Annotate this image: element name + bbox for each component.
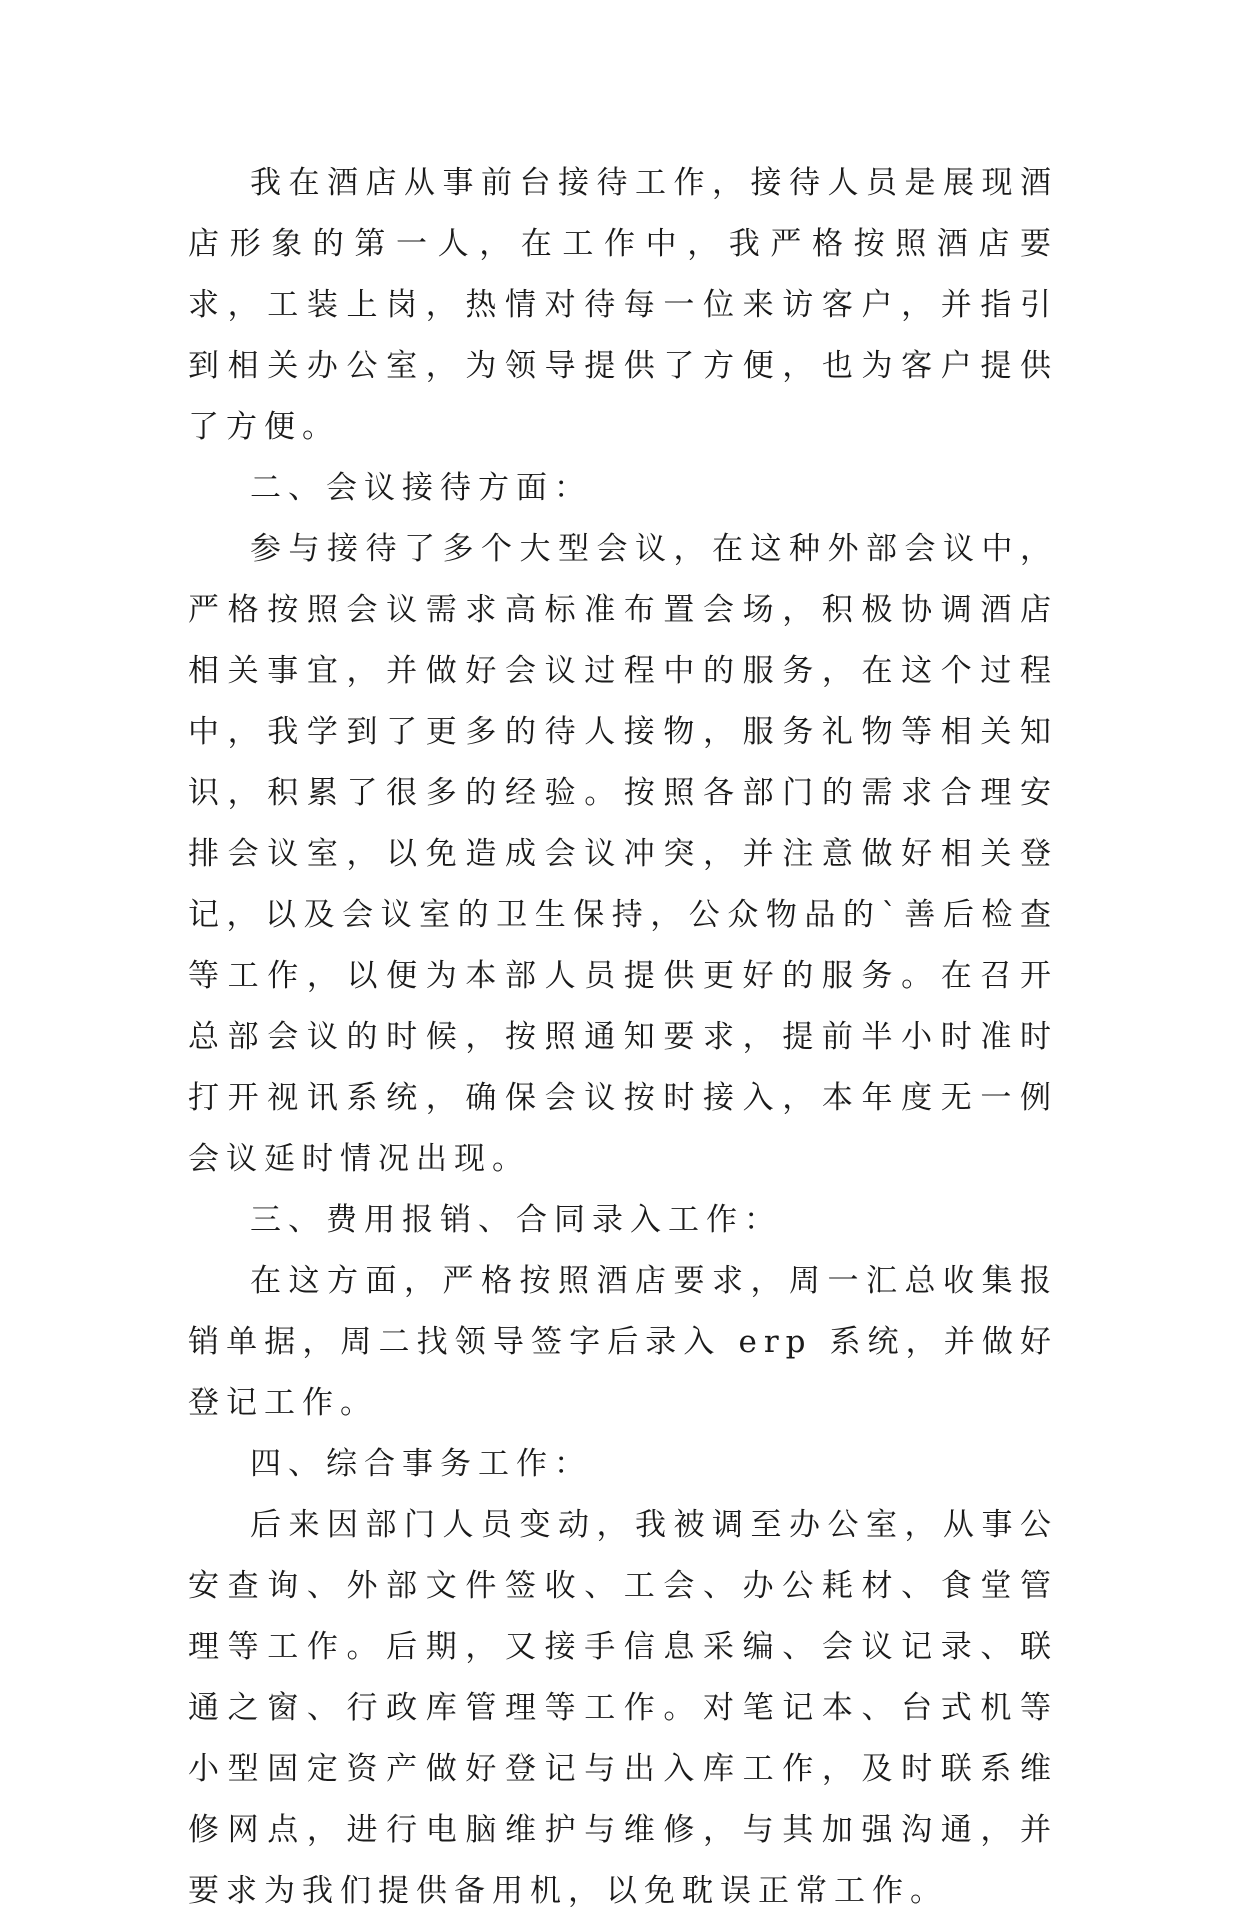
paragraph-front-desk: 我在酒店从事前台接待工作，接待人员是展现酒店形象的第一人，在工作中，我严格按照酒店要求，工装上岗，热情对待每一位来访客户，并指引到相关办公室，为领导提供了方便，也为客户提供了方便。 <box>188 165 1058 445</box>
paragraph-meeting-reception: 参与接待了多个大型会议，在这种外部会议中，严格按照会议需求高标准布置会场，积极协调酒店相关事宜，并做好会议过程中的服务，在这个过程中，我学到了更多的待人接物，服务礼物等相关知识，积累了很多的经验。按照各部门的需求合理安排会议室，以免造成会议冲突，并注意做好相关登记，以及会议室的卫生保持，公众物品的`善后检查等工作，以便为本部人员提供更好的服务。在召开总部会议的时候，按照通知要求，提前半小时准时打开视讯系统，确保会议按时接入，本年度无一例会议延时情况出现。 <box>188 531 1058 1177</box>
paragraph-general-affairs: 后来因部门人员变动，我被调至办公室，从事公安查询、外部文件签收、工会、办公耗材、食堂管理等工作。后期，又接手信息采编、会议记录、联通之窗、行政库管理等工作。对笔记本、台式机等小型固定资产做好登记与出入库工作，及时联系维修网点，进行电脑维护与维修，与其加强沟通，并要求为我们提供备用机，以免耽误正常工作。 <box>188 1507 1058 1909</box>
paragraph-expense-contract: 在这方面，严格按照酒店要求，周一汇总收集报销单据，周二找领导签字后录入 erp 系统，并做好登记工作。 <box>188 1263 1058 1421</box>
heading-expense-contract: 三、费用报销、合同录入工作： <box>250 1202 782 1238</box>
heading-general-affairs: 四、综合事务工作： <box>250 1446 592 1482</box>
document-body <box>188 153 1058 1922</box>
heading-meeting-reception: 二、会议接待方面： <box>250 470 592 506</box>
